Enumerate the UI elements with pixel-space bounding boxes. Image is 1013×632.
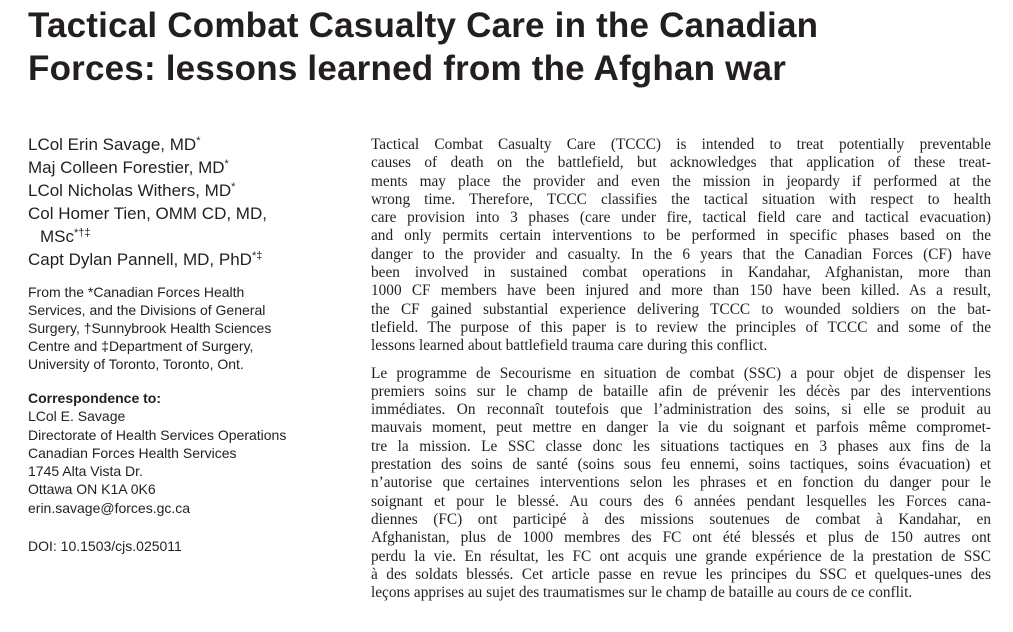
- abstract-line: the CF gained substantial experience delivering TCCC to wounded soldiers on the bat-: [371, 300, 991, 318]
- abstract-line: wrong time. Therefore, TCCC classifies the tactical situation with respect to health: [371, 190, 991, 208]
- affiliations: [28, 283, 328, 373]
- affiliation-line: University of Toronto, Toronto, Ont.: [28, 356, 244, 372]
- abstract-line: diennes (FC) ont participé à des missions soutenues de combat à Kandahar, en: [371, 510, 991, 528]
- abstract-line: soignant et pour le blessé. Au cours des 6 années pendant lesquelles les Forces cana-: [371, 492, 991, 510]
- author-list: [28, 133, 333, 271]
- author-item: [28, 156, 333, 179]
- abstract-line: causes of death on the battlefield, but acknowledges that application of these treat-: [371, 154, 991, 172]
- author-affiliation-marks: *: [196, 135, 201, 147]
- abstract-line: and only permits certain interventions to be performed in specific phases based on the: [371, 227, 991, 245]
- abstract-line: care provision into 3 phases (care under fire, tactical field care and tactical evacuation): [371, 209, 991, 227]
- abstract-line: tre la mission. Le SSC classe donc les situations tactiques en 3 phases aux fins de la: [371, 437, 991, 455]
- abstract-line: danger to the provider and casualty. In the 6 years that the Canadian Forces (CF) have: [371, 245, 991, 263]
- author-affiliation-marks: *‡: [251, 250, 263, 262]
- abstract-line: leçons apprises au sujet des traumatismes sur le champ de bataille au cours de ce conflit.: [371, 584, 913, 602]
- abstract-line: Tactical Combat Casualty Care (TCCC) is intended to treat potentially preventable: [371, 136, 991, 153]
- author-affiliation-marks: *: [224, 158, 229, 170]
- author-name: Col Homer Tien, OMM CD, MD,: [28, 204, 267, 223]
- title-line: Tactical Combat Casualty Care in the Canadian: [28, 6, 819, 45]
- correspondence-line: Ottawa ON K1A 0K6: [28, 481, 156, 498]
- doi[interactable]: DOI: 10.1503/cjs.025011: [28, 538, 182, 555]
- author-item: [28, 202, 333, 248]
- correspondence-block: [28, 389, 333, 517]
- correspondence-email[interactable]: erin.savage@forces.gc.ca: [28, 499, 191, 516]
- abstract-line: 1000 CF members have been injured and more than 150 have been killed. As a result,: [371, 282, 991, 300]
- author-affiliation-marks: *†‡: [74, 227, 91, 239]
- abstract-english: [371, 136, 991, 356]
- abstract-line: been involved in sustained combat operations in Kandahar, Afghanistan, more than: [371, 264, 991, 282]
- author-column: [28, 133, 333, 555]
- abstract-line: perdu la vie. En résultat, les FC ont acquis une grande expérience de la prestation de SSC: [371, 547, 991, 565]
- author-item: [28, 179, 333, 202]
- abstract-line: prestation des soins de santé (soins sous feu ennemi, soins tactiques, soins évacuation) et: [371, 456, 991, 474]
- abstract-french: [371, 365, 991, 603]
- correspondence-line: Directorate of Health Services Operations: [28, 426, 287, 443]
- title-line: Forces: lessons learned from the Afghan war: [28, 49, 787, 88]
- author-name: LCol Erin Savage, MD: [28, 135, 197, 154]
- affiliation-line: Centre and ‡Department of Surgery,: [28, 338, 254, 354]
- correspondence-line: 1745 Alta Vista Dr.: [28, 463, 143, 480]
- author-item: [28, 133, 333, 156]
- abstract-line: ments may place the provider and even the mission in jeopardy if performed at the: [371, 172, 991, 190]
- abstract-line: mauvais moment, peut mettre en danger la vie du soignant et parfois même compromet-: [371, 419, 991, 437]
- correspondence-line: LCol E. Savage: [28, 408, 126, 425]
- author-item: [28, 248, 333, 271]
- abstract-line: immédiates. On reconnaît toutefois que l’administration des soins, si elle se produit au: [371, 401, 991, 419]
- correspondence-heading: Correspondence to:: [28, 390, 162, 406]
- abstract-line: Le programme de Secourisme en situation de combat (SSC) a pour objet de dispenser les: [371, 364, 991, 382]
- author-name: Maj Colleen Forestier, MD: [28, 158, 225, 177]
- affiliation-line: Surgery, †Sunnybrook Health Sciences: [28, 320, 272, 336]
- author-name: Capt Dylan Pannell, MD, PhD: [28, 250, 252, 269]
- abstract-line: à des soldats blessés. Cet article passe en revue les principes du SSC et quelques-unes des: [371, 565, 991, 583]
- abstract-line: Afghanistan, plus de 1000 membres des FC ont été blessés et plus de 150 autres ont: [371, 529, 991, 547]
- correspondence-line: Canadian Forces Health Services: [28, 444, 237, 461]
- affiliation-line: Services, and the Divisions of General: [28, 302, 266, 318]
- affiliation-line: From the *Canadian Forces Health: [28, 284, 245, 300]
- author-degree: MSc: [40, 227, 74, 246]
- article-title: [28, 4, 998, 90]
- author-name-continued: [28, 225, 333, 248]
- abstract-line: premiers soins sur le champ de bataille afin de prévenir les décès par des interventions: [371, 382, 991, 400]
- author-name: LCol Nicholas Withers, MD: [28, 181, 232, 200]
- author-affiliation-marks: *: [231, 181, 236, 193]
- abstract-line: tlefield. The purpose of this paper is to review the principles of TCCC and some of the: [371, 318, 991, 336]
- abstract-line: lessons learned about battlefield trauma care during this conflict.: [371, 337, 768, 355]
- abstract-line: n’autorise que certaines interventions selon les phrases et en fonction du danger pour le: [371, 474, 991, 492]
- abstract: [371, 136, 991, 602]
